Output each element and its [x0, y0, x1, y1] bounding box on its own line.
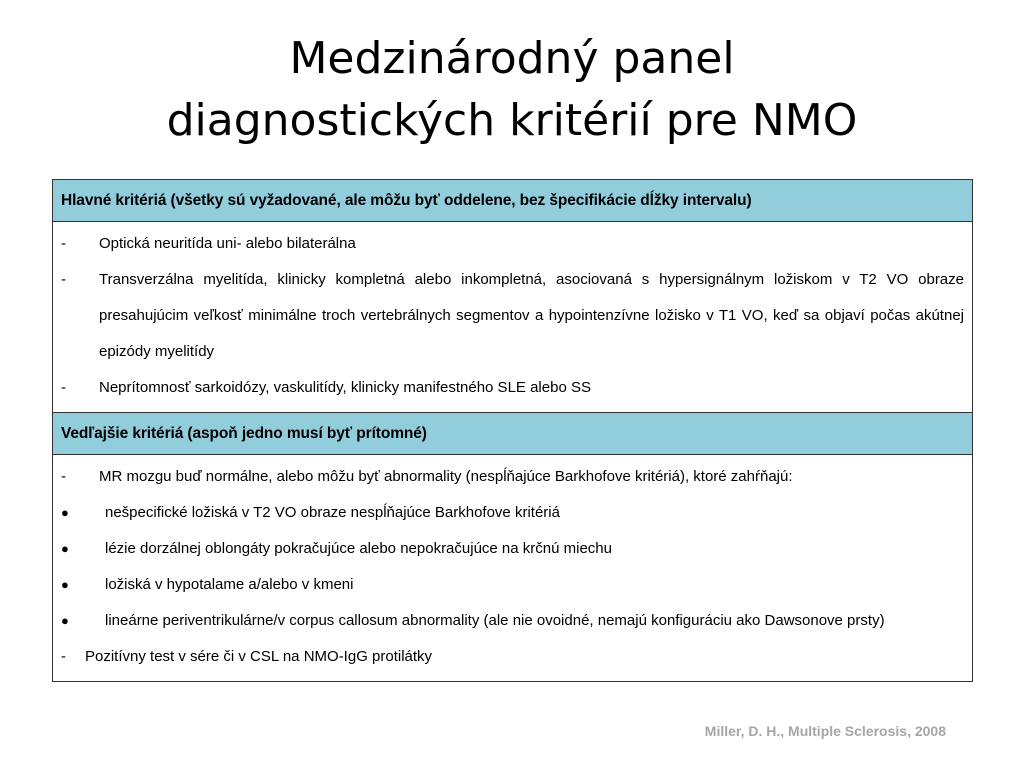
list-item-text: lézie dorzálnej oblongáty pokračujúce alebo nepokračujúce na krčnú miechu	[105, 540, 612, 557]
bullet-icon: ●	[61, 505, 69, 520]
major-criteria-header-text: Hlavné kritériá (všetky sú vyžadované, ale môžu byť oddelene, bez špecifikácie dĺžky intervalu)	[61, 191, 752, 209]
bullet-icon: ●	[61, 613, 69, 628]
list-item-text: Optická neuritída uni- alebo bilaterálna	[99, 235, 356, 252]
list-item	[61, 531, 964, 567]
list-item	[61, 567, 964, 603]
major-criteria-header	[53, 180, 972, 222]
dash-marker: -	[61, 468, 66, 485]
minor-criteria-list	[53, 455, 972, 681]
list-item-text: Neprítomnosť sarkoidózy, vaskulitídy, klinicky manifestného SLE alebo SS	[99, 379, 591, 396]
list-item-text: nešpecifické ložiská v T2 VO obraze nespĺňajúce Barkhofove kritériá	[105, 504, 560, 521]
bullet-icon: ●	[61, 541, 69, 556]
list-item	[61, 370, 964, 406]
list-item-text: ložiská v hypotalame a/alebo v kmeni	[105, 576, 354, 593]
minor-criteria-header	[53, 413, 972, 455]
list-item	[61, 459, 964, 495]
list-item-text: Transverzálna myelitída, klinicky kompletná alebo inkompletná, asociovaná s hypersignálnym ložiskom v T2 VO obraze presahujúcim veľkosť minimálne troch vertebrálnych segmentov a hypointenzívne ložisko v T1 VO, keď sa objaví počas akútnej epizódy myelitídy	[99, 271, 964, 360]
citation: Miller, D. H., Multiple Sclerosis, 2008	[704, 723, 946, 739]
dash-marker: -	[61, 648, 66, 665]
criteria-table	[52, 179, 973, 682]
slide-title-line-2: diagnostických kritérií pre NMO	[166, 95, 858, 146]
slide-title	[0, 28, 1024, 152]
major-criteria-list	[53, 222, 972, 413]
list-item	[61, 495, 964, 531]
dash-marker: -	[61, 235, 66, 252]
list-item-text: lineárne periventrikulárne/v corpus callosum abnormality (ale nie ovoidné, nemajú konfiguráciu ako Dawsonove prsty)	[105, 612, 885, 629]
list-item	[61, 226, 964, 262]
bullet-icon: ●	[61, 577, 69, 592]
dash-marker: -	[61, 379, 66, 396]
minor-criteria-header-text: Vedľajšie kritériá (aspoň jedno musí byť prítomné)	[61, 424, 427, 442]
list-item-text: Pozitívny test v sére či v CSL na NMO-IgG protilátky	[85, 648, 433, 665]
list-item	[61, 603, 964, 639]
list-item	[61, 262, 964, 370]
slide-title-line-1: Medzinárodný panel	[289, 33, 735, 84]
dash-marker: -	[61, 271, 66, 288]
list-item-text: MR mozgu buď normálne, alebo môžu byť abnormality (nespĺňajúce Barkhofove kritériá), ktoré zahŕňajú:	[99, 468, 793, 485]
list-item	[61, 639, 964, 675]
